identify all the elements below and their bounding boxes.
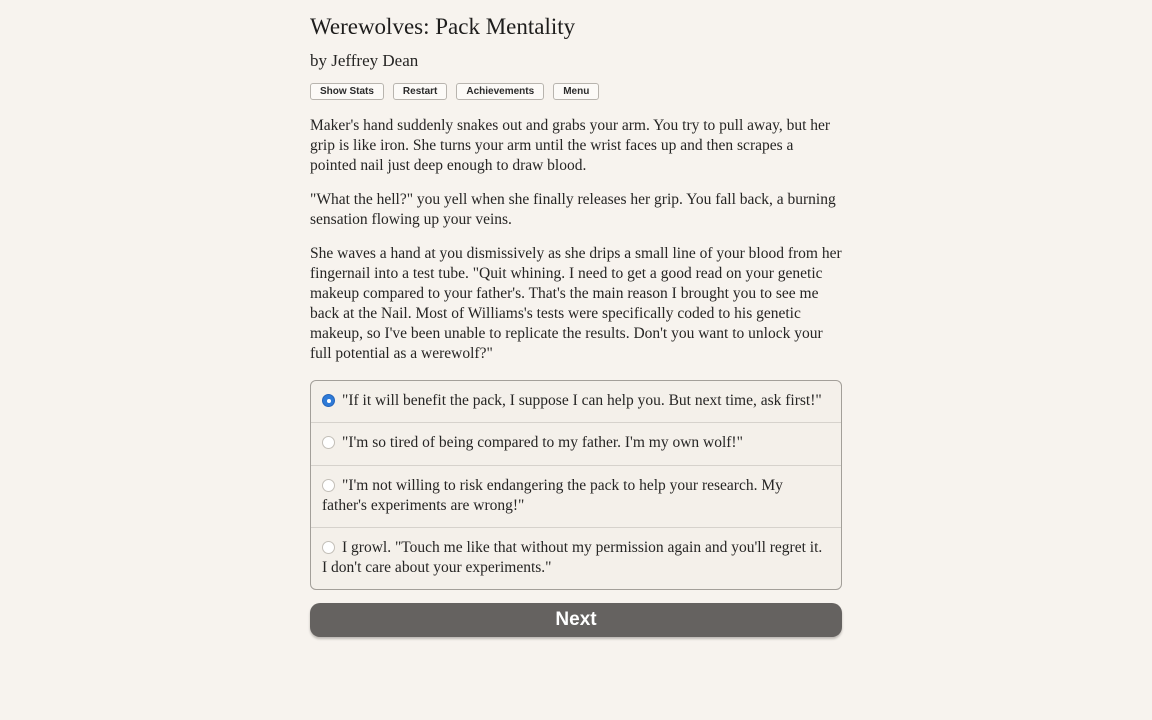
story-paragraph: Maker's hand suddenly snakes out and grabs your arm. You try to pull away, but her grip is like iron. She turns your arm until the wrist faces up and then scrapes a pointed nail just deep enough to draw blood. [310,117,831,175]
game-content [310,0,842,637]
story-text [310,116,842,364]
choice-option-label: "I'm not willing to risk endangering the pack to help your research. My father's experiments are wrong!" [322,476,783,514]
radio-button-icon[interactable] [322,479,335,492]
page-title: Werewolves: Pack Mentality [310,14,576,39]
choice-option[interactable] [311,527,841,589]
choice-option[interactable] [311,465,841,527]
toolbar [310,83,842,100]
choice-group [310,380,842,590]
radio-button-icon[interactable] [322,394,335,407]
choice-option-label: "If it will benefit the pack, I suppose I can help you. But next time, ask first!" [342,392,822,410]
radio-button-icon[interactable] [322,436,335,449]
choice-option-label: "I'm so tired of being compared to my father. I'm my own wolf!" [342,434,743,452]
choice-option[interactable] [311,381,841,422]
choice-option[interactable] [311,422,841,464]
story-paragraph: "What the hell?" you yell when she finally releases her grip. You fall back, a burning sensation flowing up your veins. [310,191,836,229]
restart-button[interactable]: Restart [393,83,447,100]
story-paragraph: She waves a hand at you dismissively as she drips a small line of your blood from her fingernail into a test tube. "Quit whining. I need to get a good read on your genetic makeup compared to your father's. That's the main reason I brought you to see me back at the Nail. Most of Williams's tests were specifically coded to his genetic makeup, so I've been unable to replicate the results. Don't you want to unlock your full potential as a werewolf?" [310,245,842,363]
radio-button-icon[interactable] [322,541,335,554]
author-line: by Jeffrey Dean [310,51,419,71]
show-stats-button[interactable]: Show Stats [310,83,384,100]
achievements-button[interactable]: Achievements [456,83,544,100]
menu-button[interactable]: Menu [553,83,599,100]
choice-option-label: I growl. "Touch me like that without my permission again and you'll regret it. I don't care about your experiments." [322,538,823,576]
next-button[interactable]: Next [310,603,842,637]
